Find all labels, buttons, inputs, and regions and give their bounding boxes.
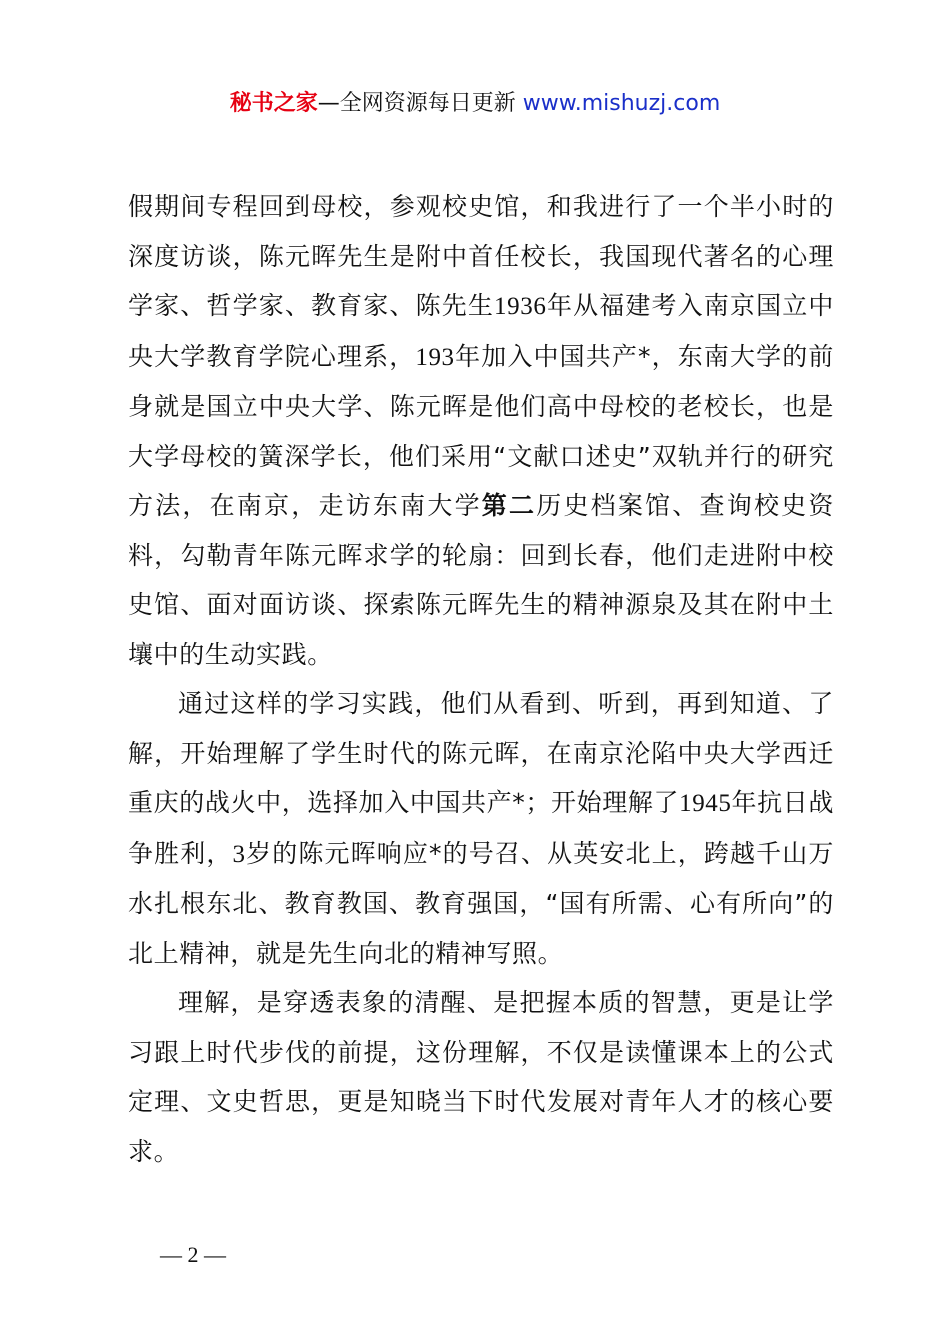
year-1945: 1945 [679,790,732,817]
paragraph-1-text-4: 历史档案馆、查询校史资料，勾勒青年陈元晖求学的轮扇：回到长春，他们走进附中校史馆、面对面访谈、探索陈元晖先生的精神源泉及其在附中土壤中的生动实践。 [128,491,834,669]
paragraph-2-text-3: 岁的陈元晖响应*的号召、从英安北上，跨越千山万水扎根东北、教育教国、教育强国，“国有所需、心有所向”的北上精神，就是先生向北的精神写照。 [128,838,834,968]
header-tagline: —全网资源每日更新 [317,91,523,116]
bold-text-second: 第二 [481,491,537,520]
paragraph-1-text-3: 年加入中国共产*，东南大学的前身就是国立中央大学、陈元晖是他们高中母校的老校长，也是大学母校的簧深学长，他们采用“文献口述史”双轨并行的研究方法，在南京，走访东南大学 [128,341,834,520]
document-body [128,182,834,1176]
paragraph-2 [128,679,834,978]
year-1936: 1936 [494,293,547,320]
page-header [0,88,950,120]
paragraph-3 [128,978,834,1176]
paragraph-1 [128,182,834,679]
year-193: 193 [415,343,455,371]
age-3: 3 [232,840,246,868]
paragraph-3-text-1: 理解，是穿透表象的清醒、是把握本质的智慧，更是让学习跟上时代步伐的前提，这份理解，不仅是读懂课本上的公式定理、文史哲思，更是知晓当下时代发展对青年人才的核心要求。 [128,988,834,1166]
website-url[interactable]: www.mishuzj.com [522,91,721,116]
paragraph-1-text-2: 年从福建考入南京国立中央大学教育学院心理系， [128,291,834,371]
page-number: — 2 — [160,1242,226,1267]
paragraph-1-text-1: 假期间专程回到母校，参观校史馆，和我进行了一个半小时的深度访谈，陈元晖先生是附中首任校长，我国现代著名的心理学家、哲学家、教育家、陈先生 [128,192,834,320]
brand-name: 秘书之家 [229,91,318,116]
paragraph-2-text-2: 年抗日战争胜利， [128,788,834,868]
paragraph-2-text-1: 通过这样的学习实践，他们从看到、听到，再到知道、了解，开始理解了学生时代的陈元晖，在南京沦陷中央大学西迁重庆的战火中，选择加入中国共产*；开始理解了 [128,689,834,817]
